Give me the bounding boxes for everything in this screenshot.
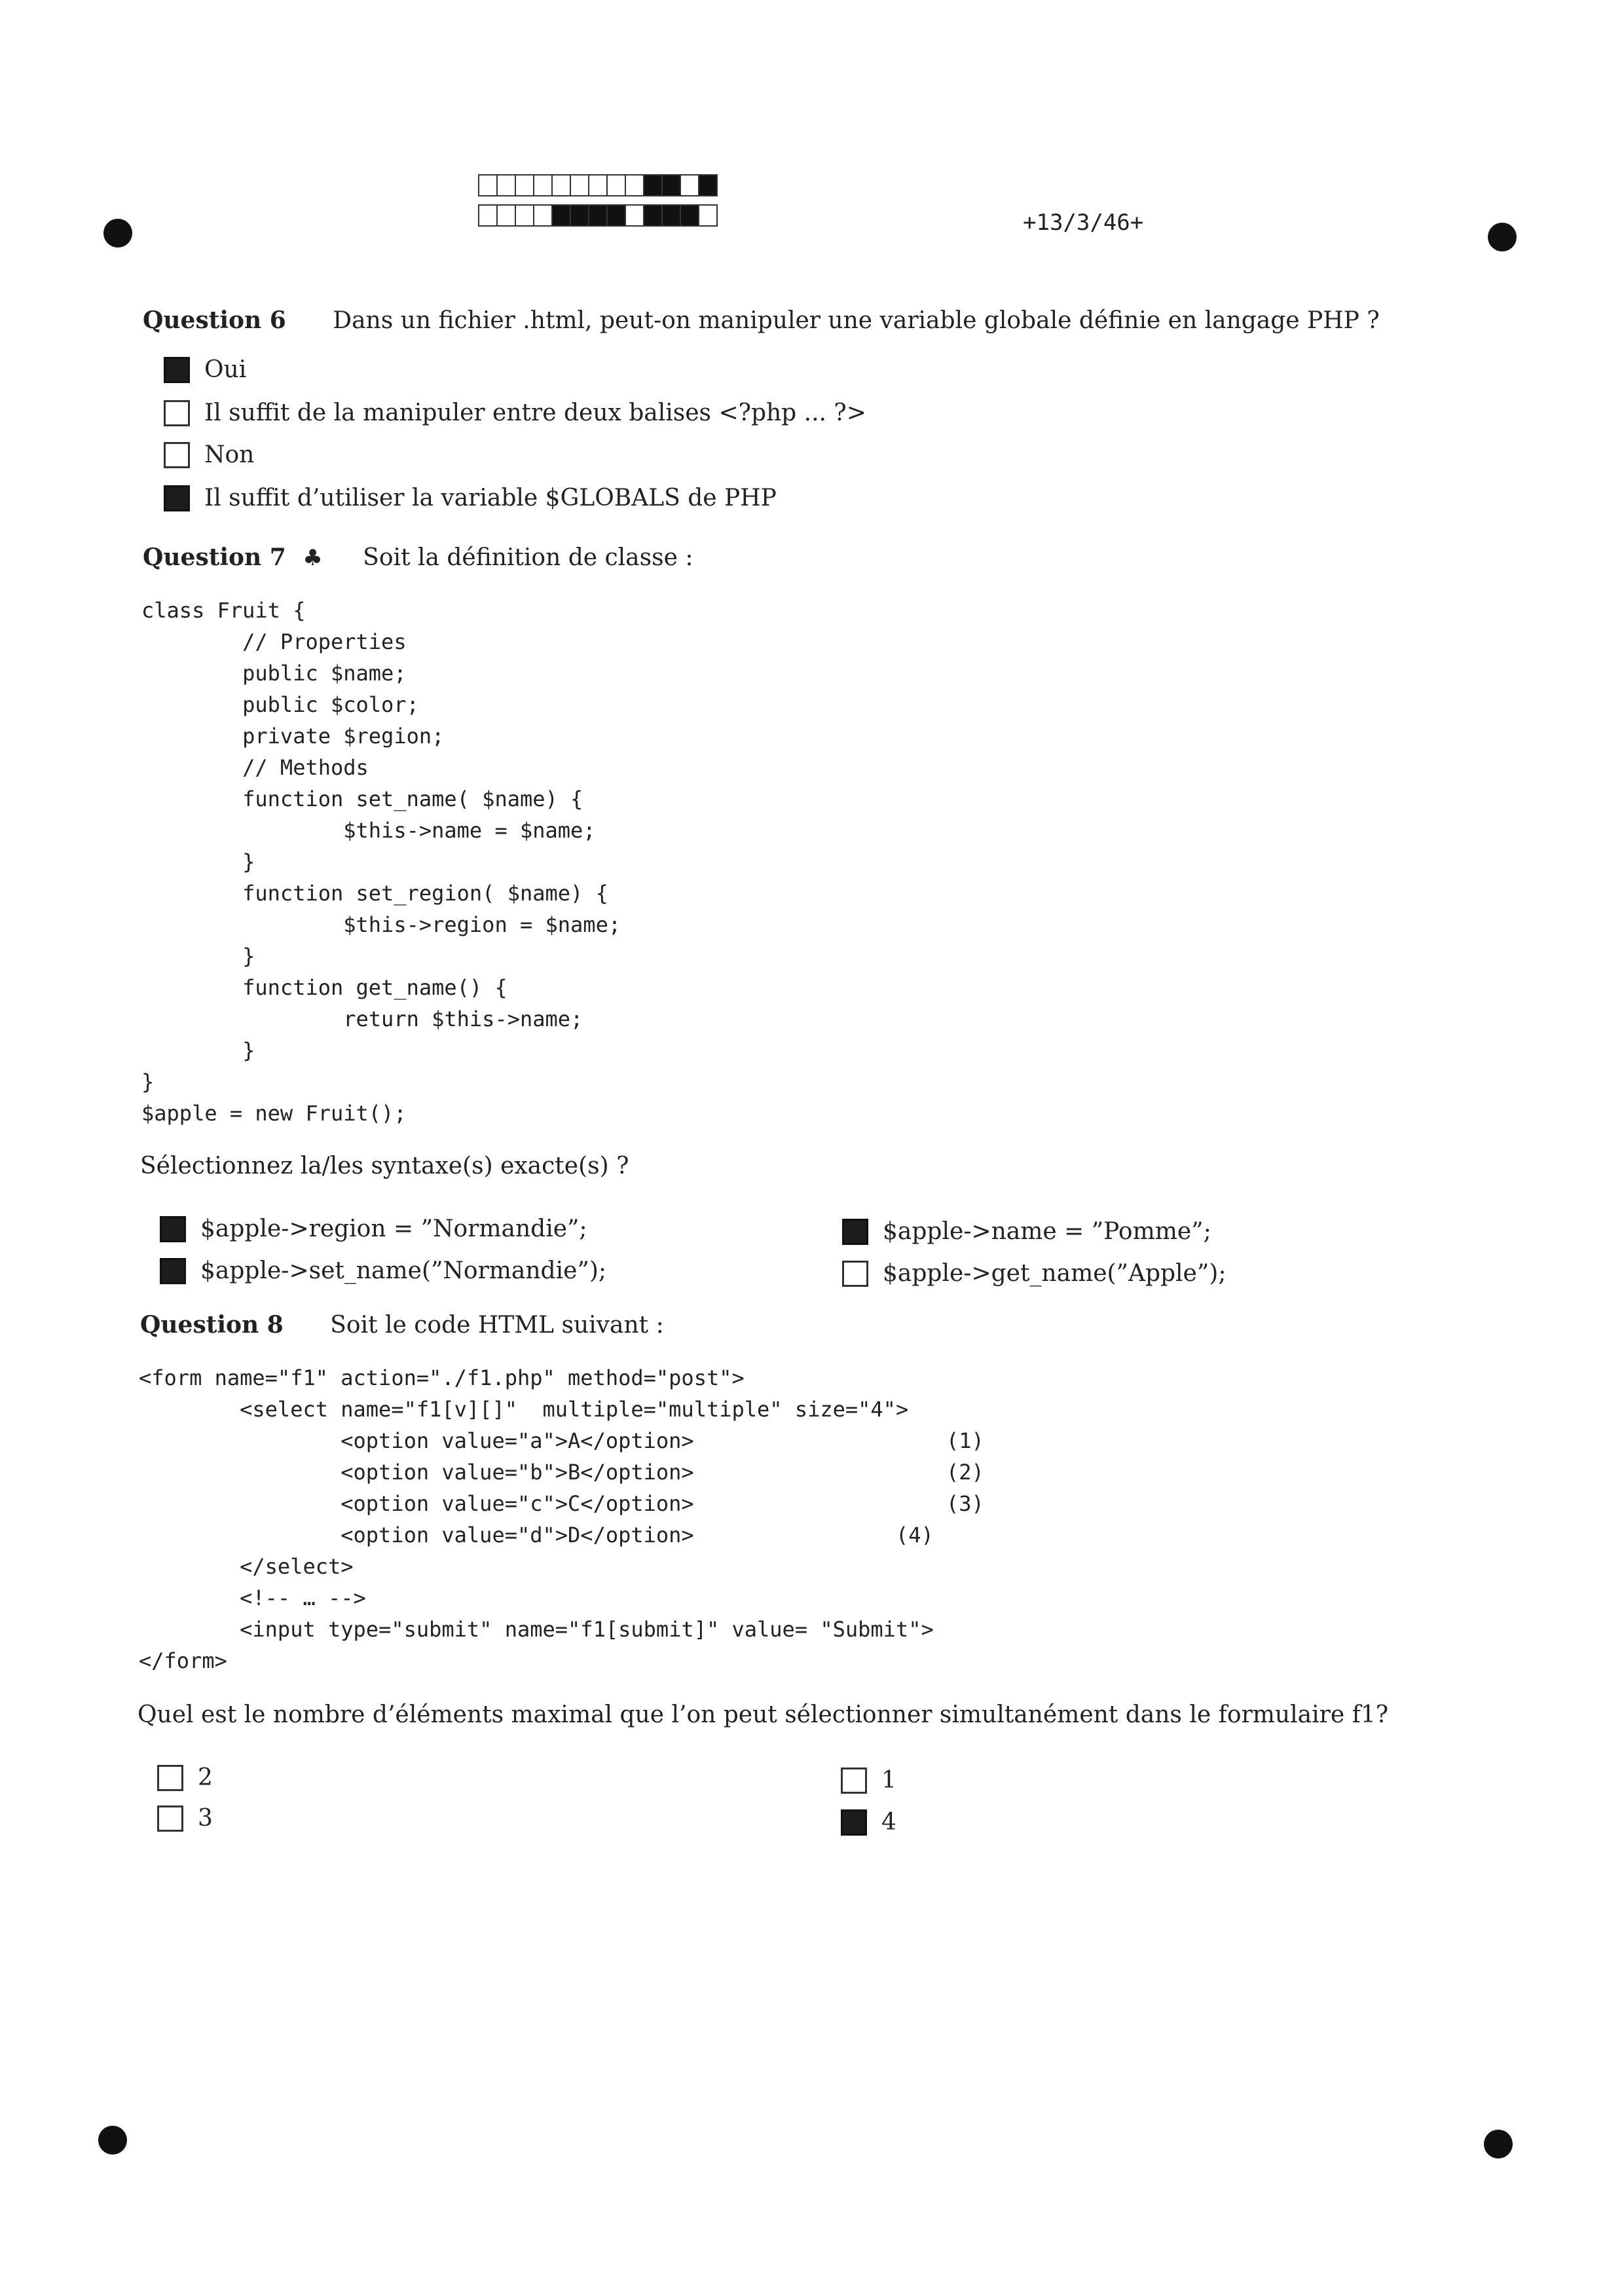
barcode-cell-top-2 bbox=[496, 174, 516, 196]
q7-option-2-label: $apple->set_name(”Normandie”); bbox=[200, 1257, 606, 1284]
barcode-cell-top-12 bbox=[680, 174, 699, 196]
q7-checkbox-1[interactable] bbox=[160, 1216, 186, 1242]
q6-checkbox-2[interactable] bbox=[164, 400, 190, 426]
registration-mark-bottom-right bbox=[1484, 2130, 1513, 2158]
q8-checkbox-3[interactable] bbox=[841, 1768, 867, 1794]
barcode-cell-top-6 bbox=[570, 174, 589, 196]
q6-option-4[interactable] bbox=[164, 485, 777, 511]
barcode-cell-bottom-2 bbox=[496, 204, 516, 227]
registration-mark-top-left bbox=[103, 219, 132, 248]
club-icon: ♣ bbox=[303, 545, 323, 571]
barcode-cell-bottom-10 bbox=[643, 204, 663, 227]
barcode-cell-bottom-13 bbox=[698, 204, 718, 227]
question-8-label: Question 8 bbox=[140, 1311, 284, 1339]
q7-prompt: Sélectionnez la/les syntaxe(s) exacte(s) ? bbox=[140, 1153, 629, 1179]
q6-option-3[interactable] bbox=[164, 441, 254, 468]
q8-checkbox-4[interactable] bbox=[841, 1809, 867, 1836]
q8-option-3[interactable] bbox=[841, 1767, 896, 1794]
q6-option-1-label: Oui bbox=[204, 356, 247, 383]
barcode-cell-bottom-5 bbox=[551, 204, 571, 227]
barcode-cell-bottom-11 bbox=[661, 204, 681, 227]
question-6-label: Question 6 bbox=[143, 306, 286, 334]
q8-option-2[interactable] bbox=[157, 1805, 213, 1832]
barcode-cell-top-7 bbox=[588, 174, 608, 196]
barcode-cell-top-13 bbox=[698, 174, 718, 196]
q7-option-4[interactable] bbox=[842, 1260, 1226, 1287]
barcode-cell-bottom-9 bbox=[625, 204, 644, 227]
q6-option-3-label: Non bbox=[204, 441, 255, 468]
page-id: +13/3/46+ bbox=[1023, 210, 1144, 236]
barcode-cell-top-10 bbox=[643, 174, 663, 196]
barcode-cell-bottom-12 bbox=[680, 204, 699, 227]
barcode-row-bottom bbox=[478, 204, 716, 227]
question-7-header bbox=[143, 544, 693, 571]
barcode-cell-top-9 bbox=[625, 174, 644, 196]
barcode-cell-bottom-6 bbox=[570, 204, 589, 227]
registration-mark-top-right bbox=[1488, 223, 1517, 251]
q6-option-1[interactable] bbox=[164, 356, 246, 383]
barcode-cell-bottom-7 bbox=[588, 204, 608, 227]
q7-option-1[interactable] bbox=[160, 1215, 587, 1242]
question-7-label: Question 7 bbox=[143, 544, 286, 571]
barcode-cell-top-8 bbox=[606, 174, 626, 196]
question-8-text: Soit le code HTML suivant : bbox=[330, 1312, 664, 1339]
q8-checkbox-1[interactable] bbox=[157, 1765, 183, 1791]
q6-option-4-label: Il suffit d’utiliser la variable $GLOBALS de PHP bbox=[204, 485, 777, 511]
q8-option-4[interactable] bbox=[841, 1809, 896, 1836]
barcode-cell-bottom-4 bbox=[533, 204, 553, 227]
question-7-text: Soit la définition de classe : bbox=[363, 544, 693, 571]
question-6-header bbox=[143, 306, 1380, 334]
q6-checkbox-3[interactable] bbox=[164, 442, 190, 468]
registration-mark-bottom-left bbox=[98, 2126, 127, 2155]
question-6-text: Dans un fichier .html, peut-on manipuler une variable globale définie en langage PHP ? bbox=[333, 307, 1380, 334]
q7-option-4-label: $apple->get_name(”Apple”); bbox=[883, 1260, 1227, 1287]
q7-option-2[interactable] bbox=[160, 1257, 606, 1284]
barcode-cell-top-4 bbox=[533, 174, 553, 196]
q8-code-block: <form name="f1" action="./f1.php" method="post"> <select name="f1[v][]" multiple="multiple" size="4"> <option value="a">A</option> (1) <option value="b">B</option> (2) <option value="c">C</option> (3) <option value="d">D</option> (4) </select> <!-- … --> <input type="submit" name="f1[submit]" value= "Submit"> </form> bbox=[139, 1365, 984, 1673]
q6-checkbox-1[interactable] bbox=[164, 357, 190, 383]
q8-option-2-label: 3 bbox=[198, 1805, 213, 1832]
barcode-cell-top-11 bbox=[661, 174, 681, 196]
q8-prompt: Quel est le nombre d’éléments maximal que l’on peut sélectionner simultanément dans le formulaire f1? bbox=[138, 1701, 1389, 1728]
q7-checkbox-2[interactable] bbox=[160, 1258, 186, 1284]
q6-checkbox-4[interactable] bbox=[164, 485, 190, 511]
question-8-header bbox=[140, 1311, 664, 1339]
q7-option-3-label: $apple->name = ”Pomme”; bbox=[883, 1218, 1211, 1245]
q8-option-1[interactable] bbox=[157, 1764, 213, 1791]
q8-option-4-label: 4 bbox=[881, 1809, 896, 1836]
q8-checkbox-2[interactable] bbox=[157, 1805, 183, 1832]
q7-checkbox-4[interactable] bbox=[842, 1261, 868, 1287]
q8-option-1-label: 2 bbox=[198, 1764, 213, 1791]
barcode-cell-bottom-3 bbox=[515, 204, 534, 227]
barcode-cell-top-3 bbox=[515, 174, 534, 196]
q7-option-1-label: $apple->region = ”Normandie”; bbox=[200, 1215, 587, 1242]
barcode-cell-top-1 bbox=[478, 174, 498, 196]
q7-checkbox-3[interactable] bbox=[842, 1219, 868, 1245]
q8-option-3-label: 1 bbox=[881, 1767, 896, 1794]
barcode-cell-bottom-8 bbox=[606, 204, 626, 227]
barcode-row-top bbox=[478, 174, 716, 196]
barcode-cell-bottom-1 bbox=[478, 204, 498, 227]
q7-option-3[interactable] bbox=[842, 1218, 1211, 1245]
q6-option-2[interactable] bbox=[164, 399, 866, 426]
barcode-cell-top-5 bbox=[551, 174, 571, 196]
q6-option-2-label: Il suffit de la manipuler entre deux balises <?php ... ?> bbox=[204, 399, 866, 426]
q7-code-block: class Fruit { // Properties public $name; public $color; private $region; // Methods function set_name( $name) { $this->name = $name; } function set_region( $name) { $this->region = $name; } function get_name() { return $this->name; } } $apple = new Fruit(); bbox=[141, 598, 621, 1126]
